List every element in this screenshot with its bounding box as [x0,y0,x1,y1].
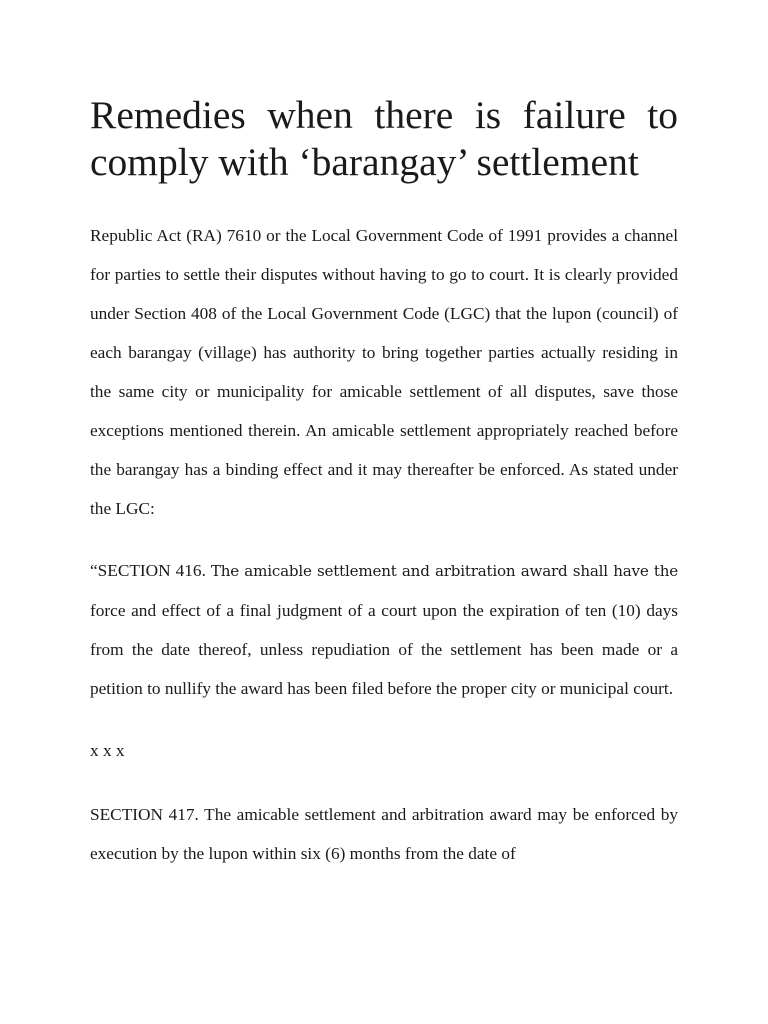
section-416-body: force and effect of a final judgment of a court upon the expiration of ten (10) days from the date thereof, unless repudiation of the settlement has been made or a petition to nullify the award has been filed before the proper city or municipal court. [90,601,678,698]
section-417-paragraph: SECTION 417. The amicable settlement and arbitration award may be enforced by execution by the lupon within six (6) months from the date of [90,805,678,863]
document-page [90,92,678,873]
section-416-paragraph [90,551,678,708]
section-416-emphasis: The amicable settlement and arbitration award shall have the [210,562,678,580]
ellipsis-line: x x x [90,741,125,760]
section-416-lead: “SECTION 416. [90,561,211,580]
paragraph-spacer [90,708,678,731]
intro-paragraph: Republic Act (RA) 7610 or the Local Government Code of 1991 provides a channel for parties to settle their disputes without having to go to court. It is clearly provided under Section 408 of the Local Government Code (LGC) that the lupon (council) of each barangay (village) has authority to bring together parties actually residing in the same city or municipality for amicable settlement of all disputes, save those exceptions mentioned therein. An amicable settlement appropriately reached before the barangay has a binding effect and it may thereafter be enforced. As stated under the LGC: [90,226,678,518]
document-title: Remedies when there is failure to comply with ‘barangay’ settlement [90,93,678,184]
paragraph-spacer [90,770,678,795]
paragraph-spacer [90,528,678,551]
